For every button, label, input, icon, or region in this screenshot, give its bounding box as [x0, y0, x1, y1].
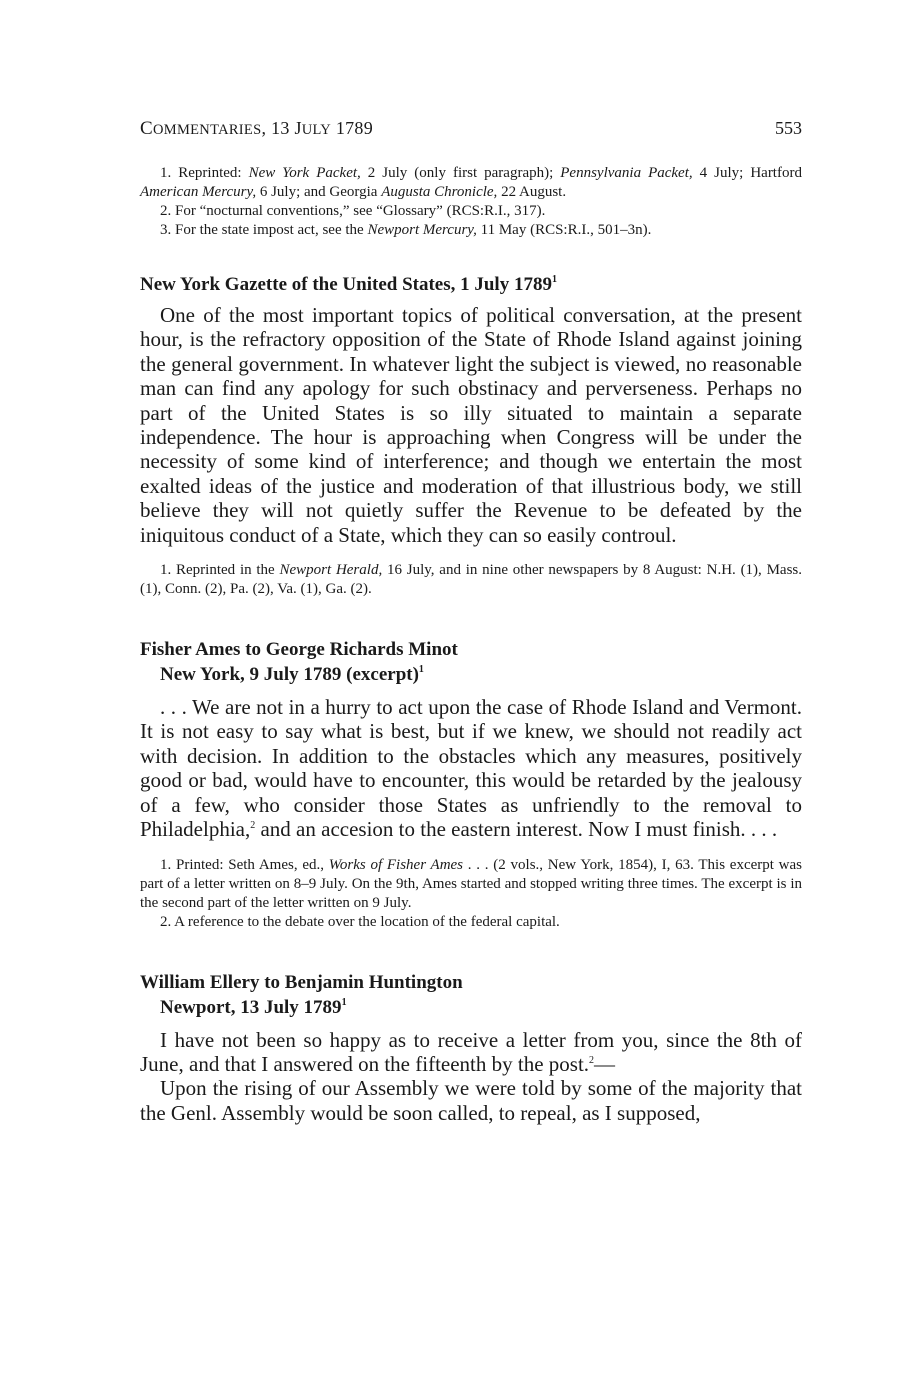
section-notes-gazette: [140, 561, 802, 599]
running-header: [140, 118, 802, 140]
document-page: [140, 118, 802, 1139]
footnote-2: 2. For “nocturnal conventions,” see “Glossary” (RCS:R.I., 317).: [160, 203, 546, 219]
section-title-ellery: William Ellery to Benjamin Huntington Newport, 13 July 1789$^1$: [140, 971, 463, 1018]
section-notes-ames: [140, 856, 802, 932]
section-body-ames: [140, 695, 802, 841]
top-footnotes: [140, 164, 802, 240]
section-body-gazette: [140, 303, 802, 547]
body-paragraph: Upon the rising of our Assembly we were told by some of the majority that the Genl. Assembly would be soon called, to repeal, as I supposed,: [140, 1076, 802, 1125]
footnote-1: 1. Reprinted: New York Packet, 2 July (only first paragraph); Pennsylvania Packet, 4 July; Hartford American Mercury, 6 July; and Georgia Augusta Chronicle, 22 August.: [140, 165, 802, 200]
footnote-1: 1. Reprinted in the Newport Herald, 16 July, and in nine other newspapers by 8 August: N.H. (1), Mass. (1), Conn. (2), Pa. (2), Va. (1), Ga. (2).: [140, 562, 802, 598]
body-paragraph: I have not been so happy as to receive a letter from you, since the 8th of June, and that I answered on the fifteenth by the post.$^2$—: [140, 1027, 802, 1076]
running-head: COMMENTARIES, 13 JULY 1789: [140, 118, 374, 139]
body-paragraph: . . . We are not in a hurry to act upon the case of Rhode Island and Vermont. It is not easy to say what is best, but if we knew, we should not readily act with decision. In addition to the obstacles which any measures, positively good or bad, would have to encounter, this would be retarded by the jealousy of a few, who consider those States as unfriendly to the removal to Philadelphia,$^2$ and an accesion to the eastern interest. Now I must finish. . . .: [140, 695, 802, 842]
section-body-ellery: [140, 1028, 802, 1126]
footnote-2: 2. A reference to the debate over the location of the federal capital.: [160, 913, 560, 930]
footnote-1: 1. Printed: Seth Ames, ed., Works of Fisher Ames . . . (2 vols., New York, 1854), I, 63. This excerpt was part of a letter written on 8–9 July. On the 9th, Ames started and stopped writing three times. The excerpt is in the second part of the letter written on 9 July.: [140, 856, 803, 911]
footnote-3: 3. For the state impost act, see the Newport Mercury, 11 May (RCS:R.I., 501–3n).: [160, 222, 652, 238]
section-title-ames: Fisher Ames to George Richards Minot New York, 9 July 1789 (excerpt)$^1$: [140, 639, 458, 686]
body-paragraph: One of the most important topics of political conversation, at the present hour, is the refractory opposition of the State of Rhode Island against joining the general government. In whatever light the subject is viewed, no reasonable man can find any apology for such obstinacy and perverseness. Perhaps no part of the United States is so illy situated to maintain a separate independence. The hour is approaching when Congress will be under the necessity of some kind of interference; and though we entertain the most exalted ideas of the justice and moderation of that illustrious body, we still believe they will not quietly suffer the Revenue to be defeated by the iniquitous conduct of a State, which they can so easily controul.: [140, 303, 802, 547]
page-number: 553: [775, 118, 802, 138]
section-title-gazette: New York Gazette of the United States, 1 July 1789$^1$: [140, 274, 557, 295]
